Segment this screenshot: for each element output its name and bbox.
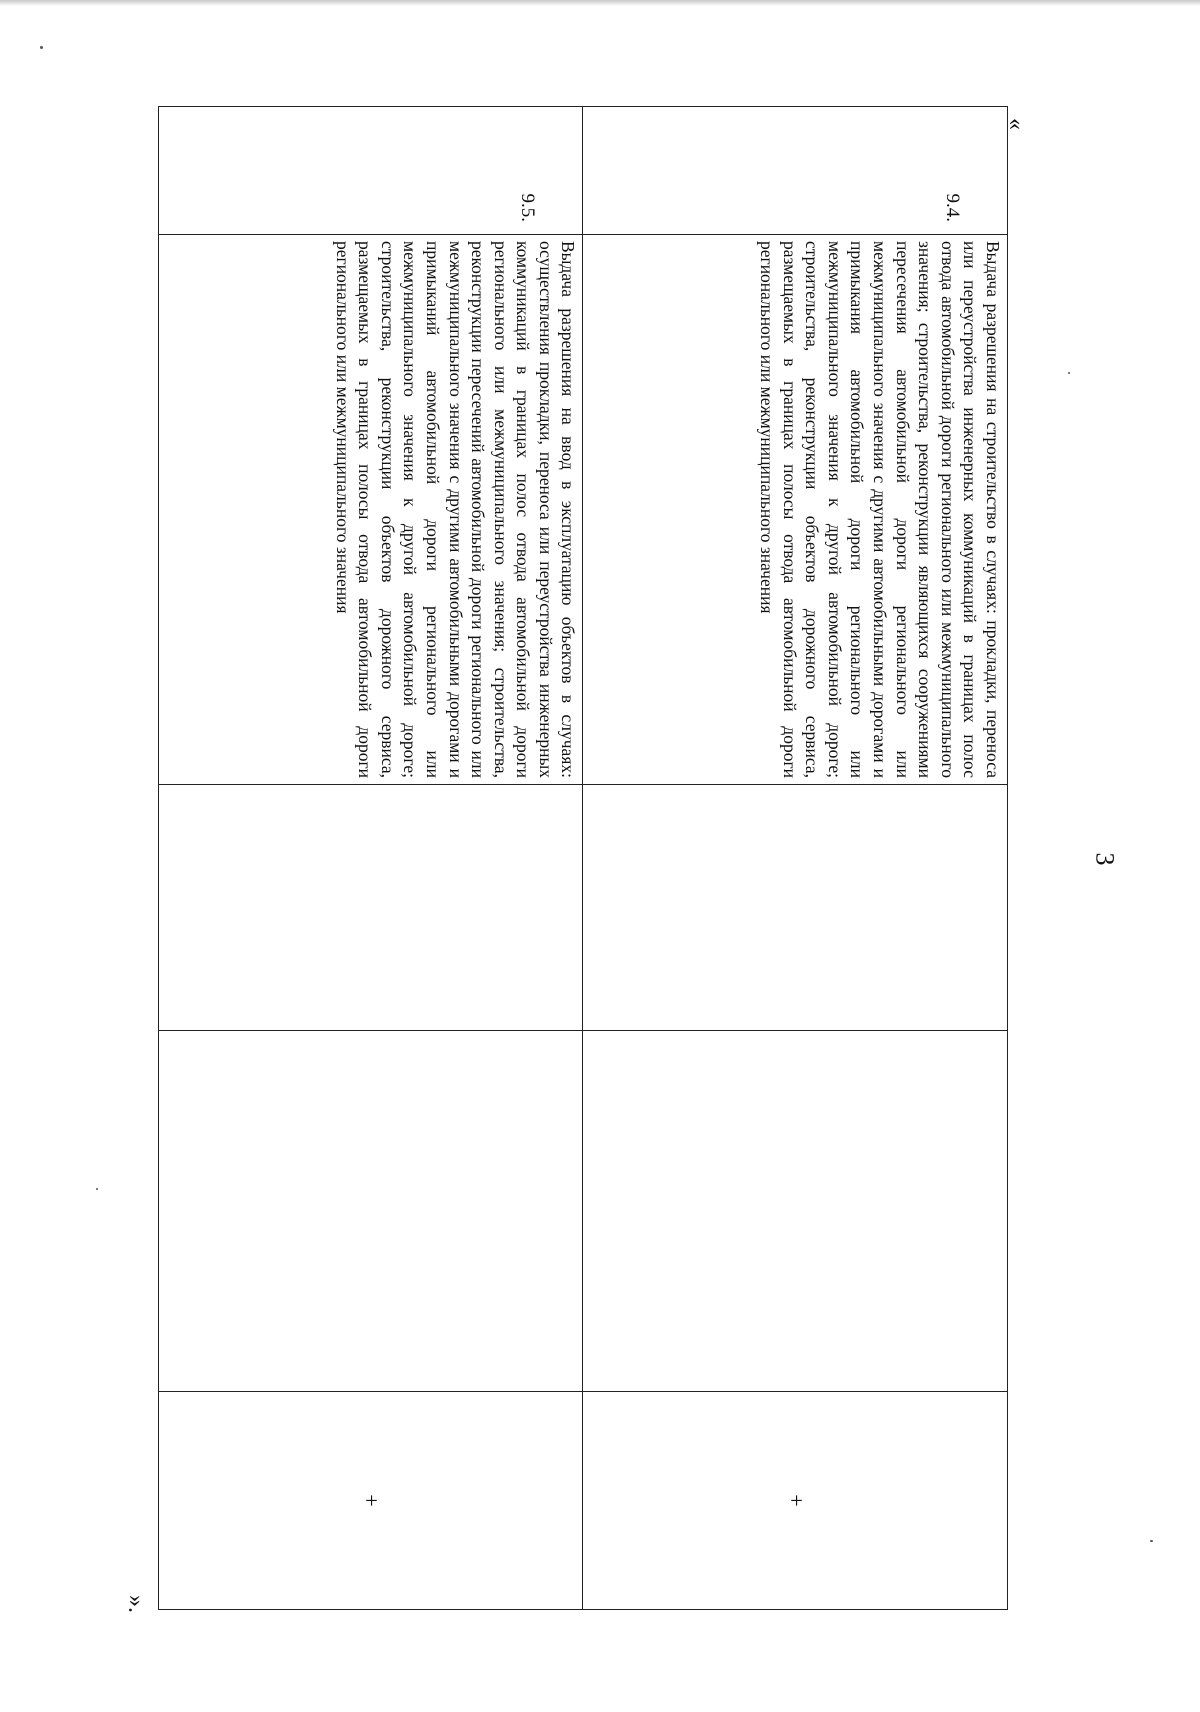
service-description: Выдача разрешения на строительство в случаях: прокладки, переноса или переустройства инженерных коммуникаций в границах полос отвода автомобильной дороги регионального или межмуниципального значения; строительства, реконструкции являющихся сооружениями пересечения автомобильной дороги регионального или межмуниципального значения с другими автомобильными дорогами и примыкания автомобильной дороги регионального или межмуниципального значения к другой автомобильной дороге; строительства, реконструкции объектов дорожного сервиса, размещаемых в границах полосы отвода автомобильной дороги регионального или межмуниципального значения [583, 235, 1008, 785]
scan-speck [40, 46, 43, 49]
empty-cell [159, 785, 584, 1031]
table-row [159, 107, 584, 1610]
close-quote-mark: ». [123, 1595, 149, 1613]
rotated-table [158, 106, 1008, 1610]
page-number: 3 [1090, 852, 1120, 866]
service-description: Выдача разрешения на ввод в эксплуатацию объектов в случаях: осуществления прокладки, переноса или переустройства инженерных коммуникаций в границах полос отвода автомобильной дороги регионального или межмуниципального значения; строительства, реконструкции пересечений автомобильной дороги регионального или межмуниципального значения с другими автомобильными дорогами и примыканий автомобильной дороги регионального или межмуниципального значения к другой автомобильной дороге; строительства, реконструкции объектов дорожного сервиса, размещаемых в границах полосы отвода автомобильной дороги регионального или межмуниципального значения [159, 235, 584, 785]
row-number: 9.5. [159, 107, 584, 235]
scan-top-edge [0, 0, 1200, 6]
plus-mark: + [583, 1392, 1008, 1610]
table-row [583, 107, 1008, 1610]
empty-cell [583, 1031, 1008, 1392]
open-quote-mark: « [1003, 118, 1029, 130]
scan-speck [96, 1188, 98, 1190]
empty-cell [159, 1031, 584, 1392]
scan-speck [1068, 372, 1070, 374]
empty-cell [583, 785, 1008, 1031]
scan-speck [1150, 1540, 1153, 1542]
services-table [158, 106, 1008, 1610]
row-number: 9.4. [583, 107, 1008, 235]
plus-mark: + [159, 1392, 584, 1610]
